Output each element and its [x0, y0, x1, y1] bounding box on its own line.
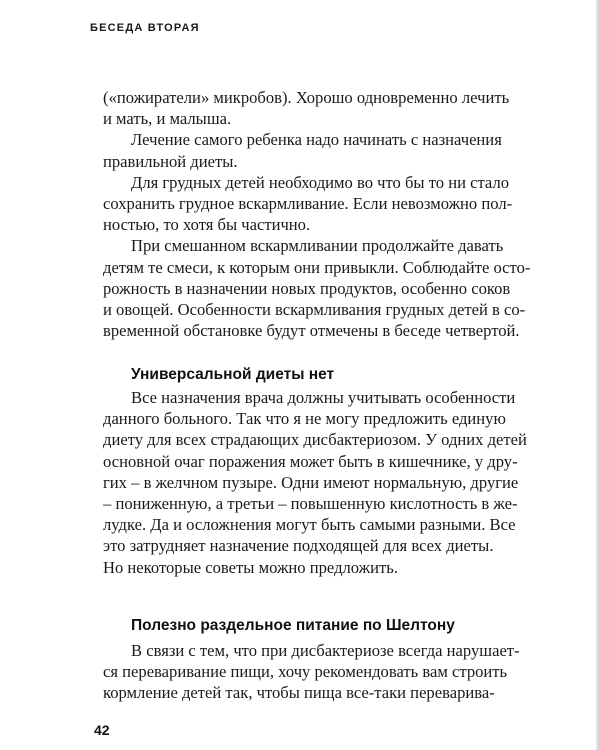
text-line: («пожиратели» микробов). Хорошо одновременно лечить: [103, 88, 510, 107]
page-number: 42: [94, 722, 110, 738]
text-line: основной очаг поражения может быть в кишечнике, у дру-: [103, 451, 518, 471]
page-edge-shadow: [596, 0, 600, 750]
text-line: и овощей. Особенности вскармливания грудных детей в со-: [103, 300, 526, 320]
text-line: детям те смеси, к которым они привыкли. Соблюдайте осто-: [103, 257, 531, 277]
text-line: При смешанном вскармливании продолжайте давать: [131, 236, 504, 256]
running-header: БЕСЕДА ВТОРАЯ: [90, 22, 200, 34]
text-line: данного больного. Так что я не могу предложить единую: [103, 409, 506, 429]
text-line: правильной диеты.: [103, 151, 238, 171]
text-line: кормление детей так, чтобы пища все-таки переварива-: [103, 683, 495, 703]
text-line: – пониженную, а третьи – повышенную кислотность в же-: [103, 494, 518, 514]
text-line: В связи с тем, что при дисбактериозе всегда нарушает-: [131, 641, 520, 660]
paragraph-block-1: [103, 87, 551, 341]
section-heading-shelton: Полезно раздельное питание по Шелтону: [131, 617, 455, 634]
text-line: временной обстановке будут отмечены в беседе четвертой.: [103, 321, 520, 341]
text-line: ностью, то хотя бы частично.: [103, 215, 311, 235]
paragraph-block-2: [103, 387, 551, 578]
section-heading-universal-diet: Универсальной диеты нет: [131, 366, 335, 383]
text-line: и мать, и малыша.: [103, 109, 232, 129]
paragraph-block-3: [103, 640, 551, 704]
text-line: ся переваривание пищи, хочу рекомендовать вам строить: [103, 662, 508, 682]
text-line: Для грудных детей необходимо во что бы то ни стало: [131, 172, 510, 192]
text-line: диету для всех страдающих дисбактериозом. У одних детей: [103, 430, 527, 450]
text-line: сохранить грудное вскармливание. Если невозможно пол-: [103, 194, 513, 214]
text-line: рожность в назначении новых продуктов, особенно соков: [103, 278, 511, 298]
text-line: гих – в желчном пузыре. Одни имеют нормальную, другие: [103, 472, 519, 492]
text-line: Все назначения врача должны учитывать особенности: [131, 388, 516, 407]
text-line: это затрудняет назначение подходящей для всех диеты.: [103, 536, 494, 556]
text-line: Лечение самого ребенка надо начинать с назначения: [131, 130, 502, 150]
text-line: лудке. Да и осложнения могут быть самыми разными. Все: [103, 515, 516, 535]
text-line: Но некоторые советы можно предложить.: [103, 557, 398, 577]
